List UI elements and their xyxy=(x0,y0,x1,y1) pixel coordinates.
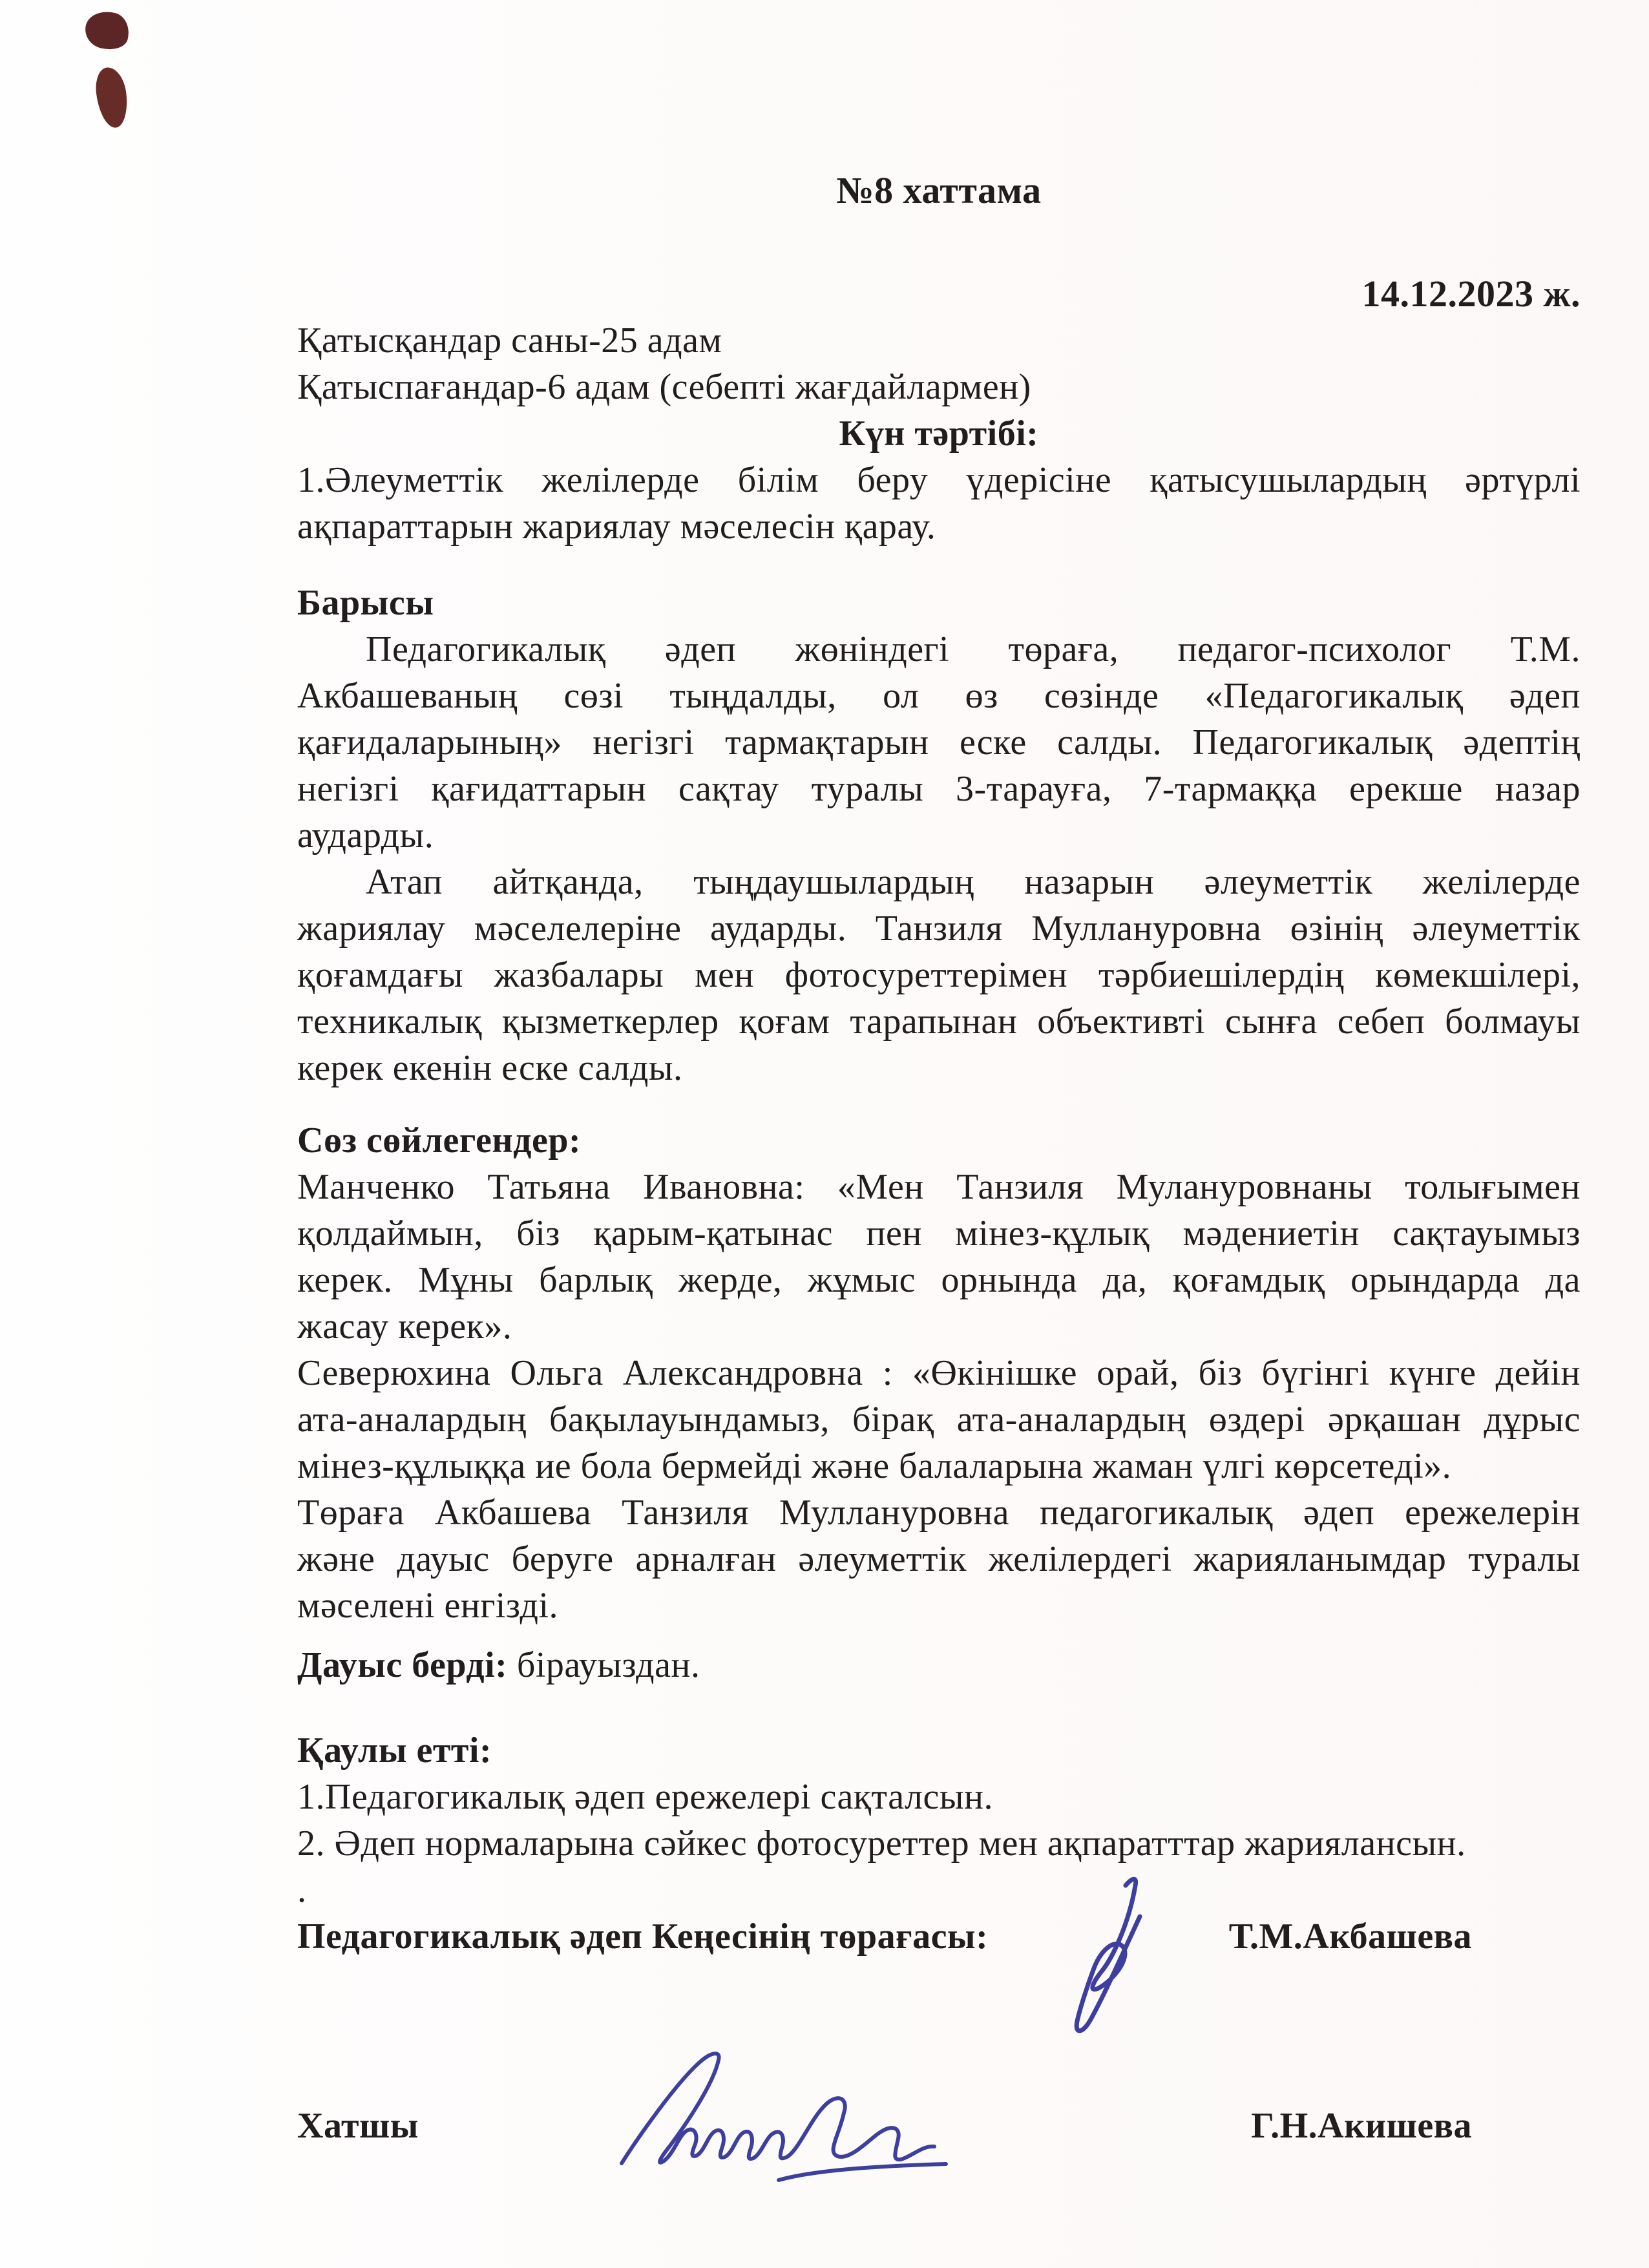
chairman-signature-label: Педагогикалық әдеп Кеңесінің төрағасы: xyxy=(297,1916,989,1957)
chair-statement-paragraph xyxy=(297,1489,1581,1629)
corner-stain-mark xyxy=(81,7,133,54)
text-line: қоғамдағы жазбалары мен фотосуреттерімен тәрбиешілердің көмекшілері, xyxy=(297,955,1581,995)
agenda-heading: Күн тәртібі: xyxy=(839,414,1039,454)
text-line: техникалық қызметкерлер қоғам тарапынан объективті сынға себеп болмауы xyxy=(297,1002,1581,1042)
stray-dot-line: . xyxy=(297,1870,307,1910)
text-line: негізгі қағидаттарын сақтау туралы 3-тарауға, 7-тармаққа ерекше назар xyxy=(297,769,1581,809)
text-line: Атап айтқанда, тыңдаушылардың назарын әлеуметтік желілерде xyxy=(366,862,1581,902)
text-line: және дауыс беруге арналған әлеуметтік желілердегі жарияланымдар туралы xyxy=(297,1539,1581,1579)
document-body xyxy=(297,0,1581,2149)
resolution-item-1: 1.Педагогикалық әдеп ережелері сақталсын. xyxy=(297,1777,993,1817)
corner-stain-mark xyxy=(93,66,130,130)
voted-label: Дауыс берді: xyxy=(297,1645,508,1685)
voted-value: бірауыздан. xyxy=(507,1645,700,1685)
progress-paragraph-2 xyxy=(297,859,1581,1091)
text-line: 1.Әлеуметтік желілерде білім беру үдерісіне қатысушылардың әртүрлі xyxy=(297,460,1581,500)
text-line: мінез-құлыққа ие бола бермейді және балаларына жаман үлгі көрсетеді». xyxy=(297,1446,1452,1486)
text-line: мәселені енгізді. xyxy=(297,1586,559,1626)
text-line: керек екенін еске салды. xyxy=(297,1048,683,1088)
text-line: ата-аналардың бақылауындамыз, бірақ ата-аналардың өздері әрқашан дұрыс xyxy=(297,1400,1581,1440)
text-line: Северюхина Ольга Александровна : «Өкінішке орай, біз бүгінгі күнге дейін xyxy=(297,1353,1581,1393)
text-line: қағидаларының» негізгі тармақтарын еске салды. Педагогикалық әдептің xyxy=(297,722,1581,762)
text-line: жасау керек». xyxy=(297,1307,512,1347)
document-date: 14.12.2023 ж. xyxy=(1361,273,1581,315)
text-line: Манченко Татьяна Ивановна: «Мен Танзиля Мулануровнаны толығымен xyxy=(297,1167,1581,1207)
resolved-heading: Қаулы етті: xyxy=(297,1730,492,1770)
document-title: №8 хаттама xyxy=(836,169,1042,211)
text-line: Акбашеваның сөзі тыңдалды, ол өз сөзінде «Педагогикалық әдеп xyxy=(297,676,1581,716)
resolution-item-2: 2. Әдеп нормаларына сәйкес фотосуреттер мен ақпаратттар жариялансын. xyxy=(297,1823,1466,1864)
text-line: Педагогикалық әдеп жөніндегі төраға, педагог-психолог Т.М. xyxy=(366,629,1581,669)
secretary-signature-row xyxy=(297,2103,1581,2149)
text-line: керек. Мұны барлық жерде, жұмыс орнында да, қоғамдық орындарда да xyxy=(297,1260,1581,1300)
text-line: жариялау мәселелеріне аударды. Танзиля Муллануровна өзінің әлеуметтік xyxy=(297,908,1581,949)
voted-line xyxy=(297,1642,1581,1688)
text-line: ақпараттарын жариялау мәселесін қарау. xyxy=(297,507,936,547)
text-line: аударды. xyxy=(297,815,434,856)
agenda-paragraph xyxy=(297,457,1581,550)
chairman-signature-row xyxy=(297,1913,1581,1960)
progress-paragraph-1 xyxy=(297,626,1581,859)
text-line: Төраға Акбашева Танзиля Муллануровна педагогикалық әдеп ережелерін xyxy=(297,1493,1581,1533)
absent-count-line: Қатыспағандар-6 адам (себепті жағдайлармен) xyxy=(297,367,1031,407)
speaker-1-paragraph xyxy=(297,1164,1581,1350)
chairman-name: Т.М.Акбашева xyxy=(1228,1916,1472,1957)
speaker-2-paragraph xyxy=(297,1350,1581,1489)
secretary-name: Г.Н.Акишева xyxy=(1251,2106,1472,2146)
secretary-signature-label: Хатшы xyxy=(297,2106,419,2146)
progress-heading: Барысы xyxy=(297,583,434,623)
speakers-heading: Сөз сөйлегендер: xyxy=(297,1120,582,1160)
text-line: қолдаймын, біз қарым-қатынас пен мінез-құлық мәдениетін сақтауымыз xyxy=(297,1213,1581,1254)
attended-count-line: Қатысқандар саны-25 адам xyxy=(297,320,722,361)
